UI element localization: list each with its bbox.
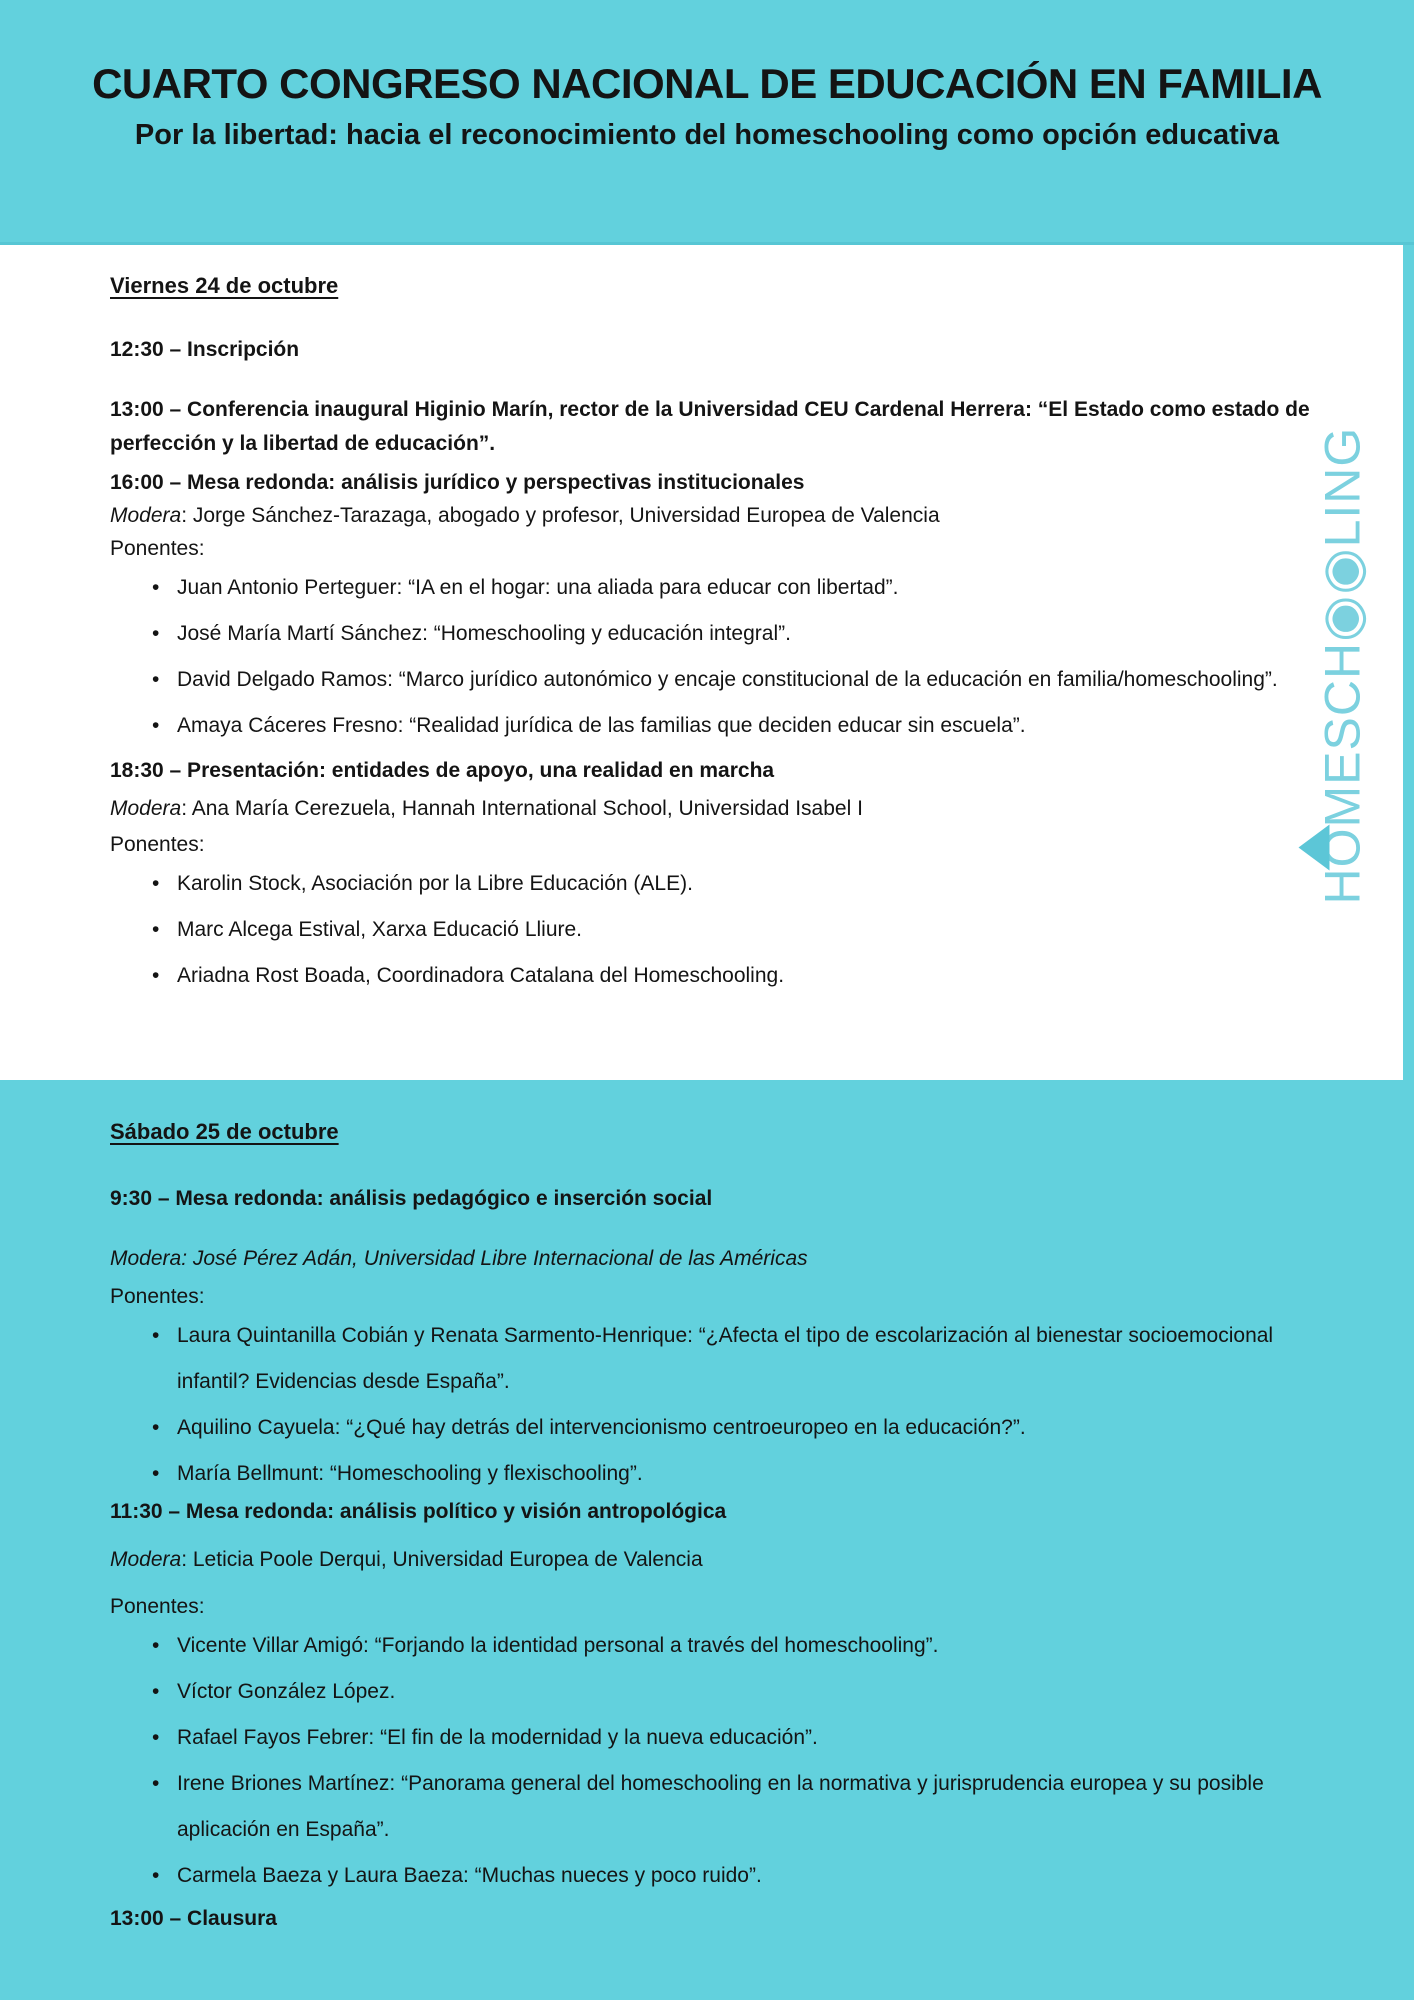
modera-text: : Leticia Poole Derqui, Universidad Europea de Valencia [181,1548,703,1571]
mesa-pedagogica-modera: Modera: José Pérez Adán, Universidad Libre Internacional de las Américas [110,1247,808,1270]
modera-label: Modera [110,1548,182,1571]
speaker-bullet: • David Delgado Ramos: “Marco jurídico autonómico y encaje constitucional de la educación en familia/homeschooling”. [152,657,1292,703]
speaker-bullet: • Ariadna Rost Boada, Coordinadora Catalana del Homeschooling. [152,953,1292,999]
logo-letters-ling: LING [1314,426,1371,548]
modera-text: : Jorge Sánchez-Tarazaga, abogado y profesor, Universidad Europea de Valencia [181,504,940,527]
speaker-bullet: • Amaya Cáceres Fresno: “Realidad jurídica de las familias que deciden educar sin escuela”. [152,703,1292,749]
speaker-bullet: • José María Martí Sánchez: “Homeschooling y educación integral”. [152,611,1292,657]
session-inscripcion: 12:30 – Inscripción [110,338,300,361]
speaker-bullet: • Juan Antonio Perteguer: “IA en el hogar: una aliada para educar con libertad”. [152,565,1292,611]
mesa-juridica-modera [110,499,1359,532]
speaker-bullet: • María Bellmunt: “Homeschooling y flexischooling”. [152,1451,1292,1497]
modera-label: Modera [110,504,182,527]
speaker-bullet: • Aquilino Cayuela: “¿Qué hay detrás del intervencionismo centroeuropeo en la educación?”. [152,1405,1292,1451]
mesa-politica-ponentes-label: Ponentes: [110,1595,205,1618]
presentacion-ponentes-label: Ponentes: [110,833,205,856]
presentacion-speakers [110,861,1359,999]
session-presentacion-title: 18:30 – Presentación: entidades de apoyo, una realidad en marcha [110,759,775,782]
logo-letter-h: H [1314,867,1371,905]
mesa-politica-speakers [110,1623,1359,1899]
session-mesa-pedagogica-title: 9:30 – Mesa redonda: análisis pedagógico e inserción social [110,1187,713,1210]
friday-section [0,245,1414,1080]
speaker-bullet: • Carmela Baeza y Laura Baeza: “Muchas nueces y poco ruido”. [152,1853,1292,1899]
speaker-bullet: • Víctor González López. [152,1669,1292,1715]
session-mesa-juridica-title: 16:00 – Mesa redonda: análisis jurídico y perspectivas institucionales [110,471,805,494]
speaker-bullet: • Karolin Stock, Asociación por la Libre Educación (ALE). [152,861,1292,907]
speaker-bullet: • Marc Alcega Estival, Xarxa Educació Lliure. [152,907,1292,953]
page-title: CUARTO CONGRESO NACIONAL DE EDUCACIÓN EN FAMILIA [92,60,1322,107]
presentacion-modera [110,792,1359,825]
session-clausura: 13:00 – Clausura [110,1907,277,1930]
session-mesa-politica-title: 11:30 – Mesa redonda: análisis político y visión antropológica [110,1500,727,1523]
session-conferencia-inaugural: 13:00 – Conferencia inaugural Higinio Marín, rector de la Universidad CEU Cardenal Herrera: “El Estado como estado de perfección y la libertad de educación”. [110,398,1310,455]
mesa-juridica-ponentes-label: Ponentes: [110,537,205,560]
modera-label: Modera [110,797,182,820]
logo-bullseye-oo-icon: ◉◉ [1311,547,1373,642]
mesa-pedagogica-ponentes-label: Ponentes: [110,1285,205,1308]
speaker-bullet: • Vicente Villar Amigó: “Forjando la identidad personal a través del homeschooling”. [152,1623,1292,1669]
mesa-politica-modera [110,1543,1359,1576]
mesa-pedagogica-speakers [110,1313,1359,1497]
modera-text: : Ana María Cerezuela, Hannah International School, Universidad Isabel I [181,797,863,820]
mesa-juridica-speakers [110,565,1359,749]
logo-letters-mesch: MESCH [1314,641,1371,828]
logo-letter-o: O [1314,827,1371,868]
saturday-section [0,1080,1414,2000]
speaker-bullet: • Irene Briones Martínez: “Panorama general del homeschooling en la normativa y jurisprudencia europea y su posible aplicación en España”. [152,1761,1292,1853]
page-subtitle: Por la libertad: hacia el reconocimiento del homeschooling como opción educativa [134,119,1280,151]
speaker-bullet: • Rafael Fayos Febrer: “El fin de la modernidad y la nueva educación”. [152,1715,1292,1761]
speaker-bullet: • Laura Quintanilla Cobián y Renata Sarmento-Henrique: “¿Afecta el tipo de escolarización al bienestar socioemocional infantil? Evidencias desde España”. [152,1313,1292,1405]
header-banner [0,0,1414,245]
saturday-date-heading: Sábado 25 de octubre [110,1119,339,1144]
friday-date-heading: Viernes 24 de octubre [110,273,339,298]
